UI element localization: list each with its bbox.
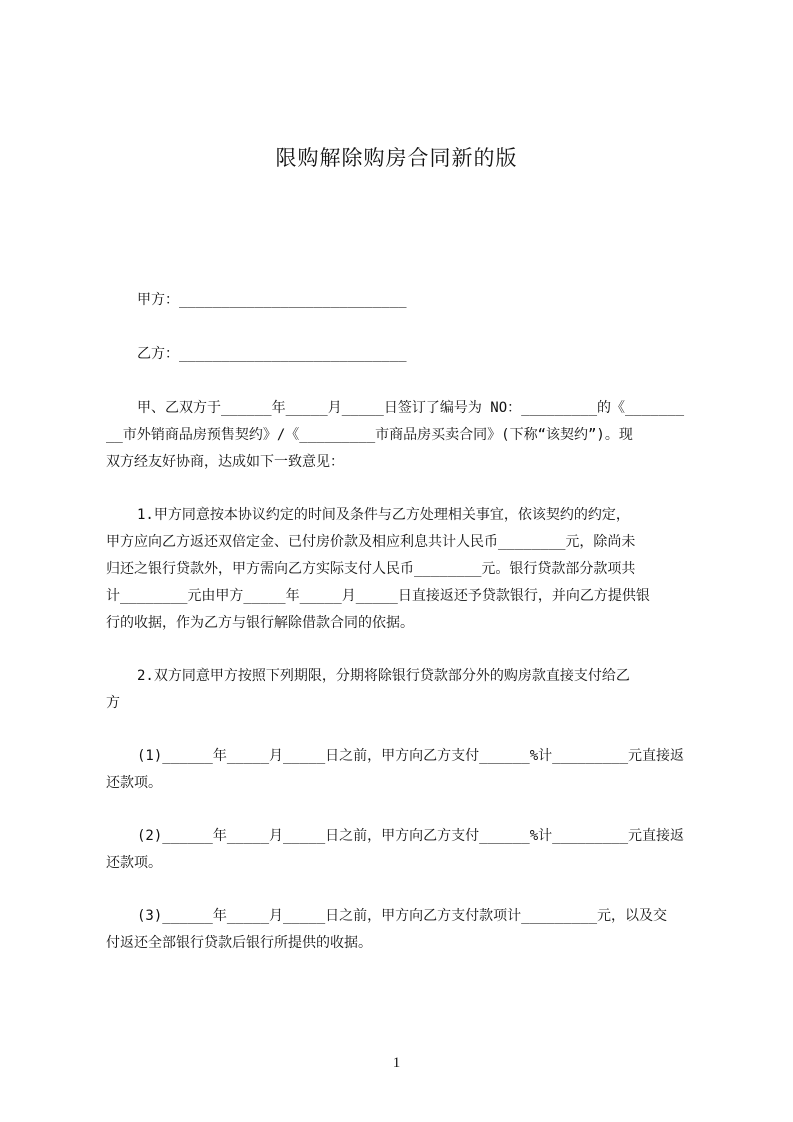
clause1-line: 归还之银行贷款外，甲方需向乙方实际支付人民币________元。银行贷款部分款项共 (106, 561, 636, 577)
item1-line: (1)______年_____月_____日之前，甲方向乙方支付______%计_________元直接返 (137, 748, 685, 764)
intro-line: 甲、乙双方于______年_____月_____日签订了编号为 NO：_________的《_______ (137, 400, 685, 416)
party-b-line: 乙方：___________________________ (137, 346, 407, 362)
item3-line: 付返还全部银行贷款后银行所提供的收据。 (106, 935, 372, 951)
clause1-line: 行的收据，作为乙方与银行解除借款合同的依据。 (106, 615, 414, 631)
clause1-line: 1.甲方同意按本协议约定的时间及条件与乙方处理相关事宜，依该契约的约定， (137, 507, 630, 523)
document-title: 限购解除购房合同新的版 (275, 146, 518, 170)
clause2-line: 方 (106, 695, 120, 711)
item2-line: 还款项。 (106, 855, 162, 871)
item1-line: 还款项。 (106, 775, 162, 791)
intro-line: __市外销商品房预售契约》/《_________市商品房买卖合同》(下称“该契约”)。现 (106, 427, 633, 443)
item2-line: (2)______年_____月_____日之前，甲方向乙方支付______%计_________元直接返 (137, 828, 685, 844)
item3-line: (3)______年_____月_____日之前，甲方向乙方支付款项计_________元，以及交 (137, 908, 668, 924)
clause2-line: 2.双方同意甲方按照下列期限，分期将除银行贷款部分外的购房款直接支付给乙 (137, 668, 630, 684)
page-number: 1 (392, 1055, 401, 1071)
clause1-line: 甲方应向乙方返还双倍定金、已付房价款及相应利息共计人民币________元，除尚未 (106, 534, 636, 550)
party-a-line: 甲方：___________________________ (137, 292, 407, 308)
clause1-line: 计________元由甲方_____年_____月_____日直接返还予贷款银行，并向乙方提供银 (106, 588, 650, 604)
intro-line: 双方经友好协商，达成如下一致意见： (106, 454, 344, 470)
